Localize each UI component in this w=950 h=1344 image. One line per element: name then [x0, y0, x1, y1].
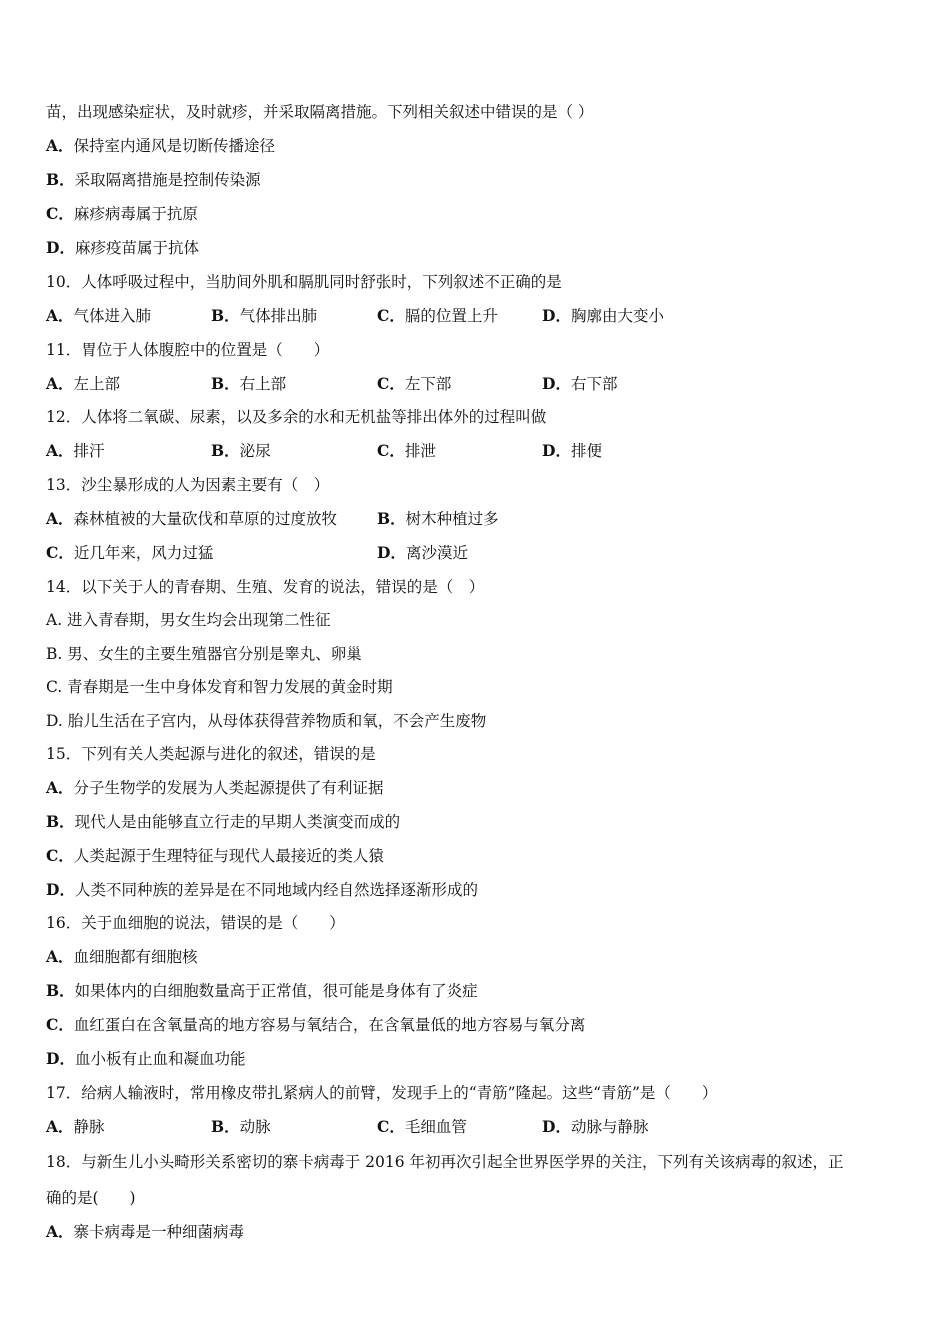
option-letter: A． — [46, 441, 74, 460]
option-letter: C． — [46, 204, 74, 223]
option-letter: B． — [211, 306, 240, 325]
option-text: 近几年来，风力过猛 — [73, 544, 214, 562]
q16-option-a — [46, 947, 198, 967]
q14-option-a: A. 进入青春期，男女生均会出现第二性征 — [46, 611, 331, 629]
q16-option-c — [46, 1015, 585, 1035]
option-text: 右上部 — [239, 375, 287, 393]
option-text: 血细胞都有细胞核 — [73, 948, 198, 966]
option-letter: C． — [377, 306, 405, 325]
option-text: 人类起源于生理特征与现代人最接近的类人猿 — [73, 847, 384, 865]
question-17-stem: 17．给病人输液时，常用橡皮带扎紧病人的前臂，发现手上的“青筋”隆起。这些“青筋”是（ ） — [46, 1084, 718, 1102]
option-letter: C． — [46, 543, 74, 562]
q10-option-b — [211, 306, 317, 326]
question-18-stem-line2: 确的是( ) — [46, 1189, 136, 1207]
option-letter: D． — [46, 238, 75, 257]
option-letter: A． — [46, 1222, 74, 1241]
option-text: 静脉 — [73, 1118, 105, 1136]
q14-option-d: D. 胎儿生活在子宫内，从母体获得营养物质和氧，不会产生废物 — [46, 712, 487, 730]
q17-option-b — [211, 1117, 271, 1137]
option-letter: D． — [542, 374, 571, 393]
option-letter: C． — [377, 441, 405, 460]
option-text: 气体排出肺 — [239, 307, 318, 325]
q12-option-a — [46, 441, 105, 461]
q13-option-d — [377, 543, 468, 563]
option-letter: D． — [46, 1049, 75, 1068]
option-letter: D． — [46, 880, 75, 899]
q10-option-a — [46, 306, 151, 326]
q15-option-d — [46, 880, 478, 900]
question-18-stem-line1: 18．与新生儿小头畸形关系密切的寨卡病毒于 2016 年初再次引起全世界医学界的关注，下列有关该病毒的叙述，正 — [46, 1153, 844, 1171]
q11-option-b — [211, 374, 286, 394]
option-text: 排汗 — [73, 442, 105, 460]
q13-option-a — [46, 509, 337, 529]
q16-option-d — [46, 1049, 245, 1069]
q12-option-b — [211, 441, 271, 461]
q11-option-c — [377, 374, 451, 394]
q9-option-d — [46, 238, 199, 258]
option-letter: D． — [377, 543, 406, 562]
option-text: 森林植被的大量砍伐和草原的过度放牧 — [73, 510, 338, 528]
option-letter: B． — [46, 981, 75, 1000]
option-text: 毛细血管 — [404, 1118, 467, 1136]
option-text: 保持室内通风是切断传播途径 — [73, 137, 276, 155]
option-letter: C． — [377, 374, 405, 393]
option-text: 膈的位置上升 — [404, 307, 498, 325]
option-letter: A． — [46, 947, 74, 966]
q11-option-d — [542, 374, 617, 394]
q14-option-c: C. 青春期是一生中身体发育和智力发展的黄金时期 — [46, 678, 393, 696]
option-letter: C． — [377, 1117, 405, 1136]
option-letter: C． — [46, 1015, 74, 1034]
option-text: 麻疹疫苗属于抗体 — [74, 239, 199, 257]
q13-option-c — [46, 543, 213, 563]
question-12-stem: 12．人体将二氧碳、尿素，以及多余的水和无机盐等排出体外的过程叫做 — [46, 408, 547, 426]
q9-option-c — [46, 204, 198, 224]
question-15-stem: 15．下列有关人类起源与进化的叙述，错误的是 — [46, 745, 376, 763]
option-letter: B． — [211, 1117, 240, 1136]
question-10-stem: 10．人体呼吸过程中，当肋间外肌和膈肌同时舒张时，下列叙述不正确的是 — [46, 273, 562, 291]
q18-option-a — [46, 1222, 244, 1242]
option-text: 分子生物学的发展为人类起源提供了有利证据 — [73, 779, 384, 797]
option-text: 右下部 — [570, 375, 618, 393]
q9-option-a — [46, 136, 275, 156]
option-text: 现代人是由能够直立行走的早期人类演变而成的 — [74, 813, 401, 831]
question-16-stem: 16．关于血细胞的说法，错误的是（ ） — [46, 914, 345, 932]
option-letter: B． — [211, 374, 240, 393]
option-letter: B． — [211, 441, 240, 460]
option-text: 如果体内的白细胞数量高于正常值，很可能是身体有了炎症 — [74, 982, 478, 1000]
option-letter: C． — [46, 846, 74, 865]
q12-option-c — [377, 441, 436, 461]
option-letter: A． — [46, 509, 74, 528]
option-text: 动脉与静脉 — [570, 1118, 649, 1136]
q14-option-b: B. 男、女生的主要生殖器官分别是睾丸、卵巢 — [46, 645, 362, 663]
q13-option-b — [377, 509, 499, 529]
option-letter: D． — [542, 1117, 571, 1136]
q11-option-a — [46, 374, 120, 394]
q16-option-b — [46, 981, 478, 1001]
question-11-stem: 11．胃位于人体腹腔中的位置是（ ） — [46, 341, 330, 359]
option-letter: D． — [542, 306, 571, 325]
option-text: 血红蛋白在含氧量高的地方容易与氧结合，在含氧量低的地方容易与氧分离 — [73, 1016, 586, 1034]
option-text: 寨卡病毒是一种细菌病毒 — [73, 1223, 245, 1241]
option-text: 排便 — [570, 442, 602, 460]
option-text: 人类不同种族的差异是在不同地域内经自然选择逐渐形成的 — [74, 881, 478, 899]
q10-option-c — [377, 306, 498, 326]
option-text: 采取隔离措施是控制传染源 — [74, 171, 261, 189]
q17-option-d — [542, 1117, 648, 1137]
option-text: 左上部 — [73, 375, 121, 393]
q17-option-a — [46, 1117, 105, 1137]
q15-option-b — [46, 812, 400, 832]
question-13-stem: 13．沙尘暴形成的人为因素主要有（ ） — [46, 476, 330, 494]
q10-option-d — [542, 306, 664, 326]
option-text: 排泄 — [404, 442, 436, 460]
option-letter: B． — [46, 812, 75, 831]
option-text: 泌尿 — [239, 442, 271, 460]
option-letter: A． — [46, 778, 74, 797]
option-text: 血小板有止血和凝血功能 — [74, 1050, 246, 1068]
option-letter: A． — [46, 136, 74, 155]
option-text: 动脉 — [239, 1118, 271, 1136]
q12-option-d — [542, 441, 602, 461]
option-text: 麻疹病毒属于抗原 — [73, 205, 198, 223]
q15-option-a — [46, 778, 384, 798]
q15-option-c — [46, 846, 384, 866]
q17-option-c — [377, 1117, 467, 1137]
question-14-stem: 14．以下关于人的青春期、生殖、发育的说法，错误的是（ ） — [46, 578, 485, 596]
option-letter: D． — [542, 441, 571, 460]
option-letter: B． — [46, 170, 75, 189]
option-text: 树木种植过多 — [405, 510, 499, 528]
q9-option-b — [46, 170, 261, 190]
option-letter: A． — [46, 1117, 74, 1136]
option-text: 左下部 — [404, 375, 452, 393]
option-text: 气体进入肺 — [73, 307, 152, 325]
option-letter: B． — [377, 509, 406, 528]
question-9-stem-continued: 苗，出现感染症状，及时就疹，并采取隔离措施。下列相关叙述中错误的是（ ） — [46, 103, 594, 121]
option-letter: A． — [46, 374, 74, 393]
option-text: 胸廓由大变小 — [570, 307, 664, 325]
option-letter: A． — [46, 306, 74, 325]
option-text: 离沙漠近 — [405, 544, 468, 562]
